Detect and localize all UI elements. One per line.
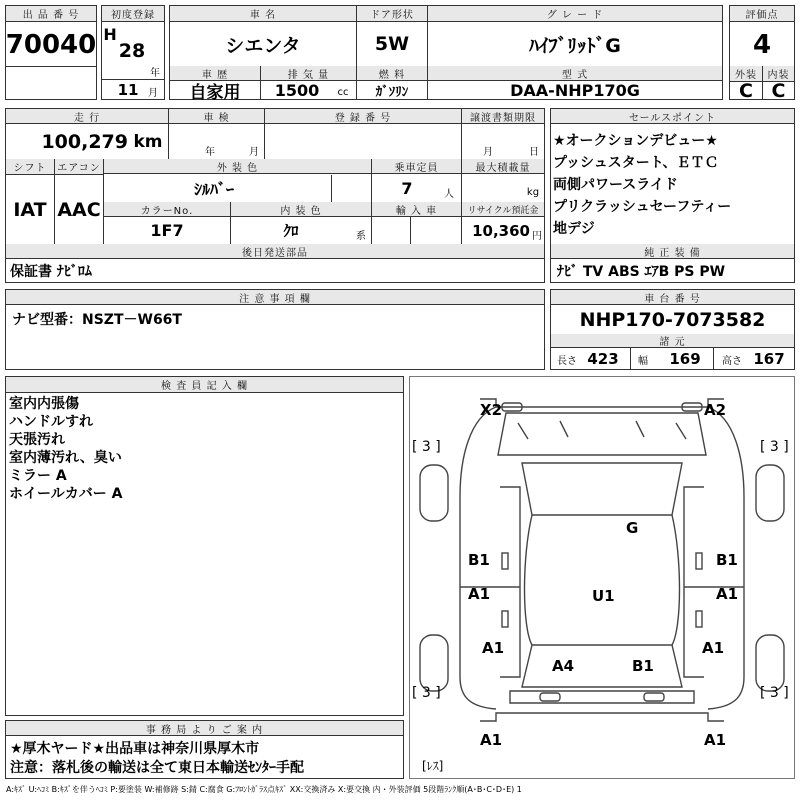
height: 167: [753, 350, 785, 368]
mark-roof: U1: [592, 587, 615, 605]
inspector-note-6: ホイールカバー A: [9, 486, 123, 502]
chassis-number: NHP170-7073582: [579, 308, 766, 331]
notes-label: 注 意 事 項 欄: [6, 290, 544, 305]
score-label: 評価点: [730, 6, 794, 22]
interior-color-unit: 系: [356, 230, 366, 242]
model-label: 型 式: [428, 66, 722, 81]
mark-left-rear-door: A1: [468, 585, 491, 603]
office-line-2: 注意：落札後の輸送は全て東日本輸送ｾﾝﾀｰ手配: [10, 759, 304, 776]
displacement-unit: cc: [337, 86, 349, 98]
mark-front-right: A2: [704, 401, 727, 419]
office-box: [5, 720, 404, 779]
air-conditioner: AAC: [57, 198, 101, 221]
capacity: 7: [401, 179, 413, 198]
later-parts-label: 後日発送部品: [6, 244, 544, 259]
equipment: ﾅﾋﾞ TV ABS ｴｱB PS PW: [557, 264, 726, 280]
fuel: ｶﾞｿﾘﾝ: [375, 85, 409, 100]
first-registration-label: 初度登録: [102, 6, 164, 22]
later-parts: 保証書 ﾅﾋﾞﾛﾑ: [10, 264, 92, 280]
inspector-box: [5, 376, 404, 716]
interior-color-label: 内 装 色: [231, 202, 371, 217]
chassis-box: [550, 289, 795, 370]
width-label: 幅: [638, 355, 648, 367]
grade: ﾊｲﾌﾞﾘｯﾄﾞG: [529, 34, 621, 57]
mark-rear-bumper-right: A1: [704, 731, 727, 749]
recycle-unit: 円: [532, 230, 542, 242]
notes-box: [5, 289, 545, 370]
exterior-grade: C: [739, 79, 753, 102]
mark-left-front-door: B1: [468, 551, 490, 569]
car-diagram: [410, 377, 794, 778]
lot-number: 70040: [5, 30, 97, 60]
capacity-label: 乗車定員: [372, 159, 461, 174]
length-label: 長さ: [557, 355, 577, 367]
sales-point-1: ★オークションデビュー★: [553, 133, 718, 149]
reg-month: 11: [117, 81, 139, 99]
lot-number-box: [5, 5, 97, 100]
exterior-label: 外装: [730, 66, 762, 81]
model-code: DAA-NHP170G: [510, 81, 640, 100]
door-type: 5W: [374, 33, 410, 55]
mark-right-rear-door: A1: [716, 585, 739, 603]
mark-front-left: X2: [480, 401, 503, 419]
chassis-label: 車 台 番 号: [551, 290, 794, 305]
tire-rear-right: [ 3 ]: [760, 685, 789, 701]
first-registration-box: [101, 5, 165, 100]
legend: A:ｷｽﾞ U:ﾍｺﾐ B:ｷｽﾞを伴うﾍｺﾐ P:要塗装 W:補修跡 S:錆 C:腐食 G:ﾌﾛﾝﾄｶﾞﾗｽ点ｷｽﾞ XX:交換済み X:要交換 内・外装評価 5段階ﾗﾝｸ順(A･B･C･D･E) 1: [6, 784, 522, 794]
history-label: 車 歴: [170, 66, 260, 81]
car-name-label: 車 名: [170, 6, 356, 22]
sales-point-2: プッシュスタート、ＥＴＣ: [553, 155, 719, 171]
shift-label: シフト: [6, 159, 54, 174]
displacement: 1500: [274, 81, 320, 100]
height-label: 高さ: [722, 355, 742, 367]
lot-number-label: 出 品 番 号: [6, 6, 96, 22]
inspection-label: 車 検: [169, 109, 264, 124]
mark-windshield: G: [626, 519, 639, 537]
door-label: ドア形状: [357, 6, 427, 22]
equipment-label: 純 正 装 備: [551, 244, 794, 259]
mark-right-rear: A1: [702, 639, 725, 657]
spare-tire: [ﾚｽ]: [422, 759, 444, 773]
recycle-fee: 10,360: [472, 221, 530, 240]
color-no-label: カラーNo.: [104, 202, 230, 217]
interior-grade: C: [771, 79, 786, 102]
office-line-1: ★厚木ヤード★出品車は神奈川県厚木市: [10, 740, 260, 757]
exterior-color: ｼﾙﾊﾞｰ: [193, 180, 234, 199]
length: 423: [587, 350, 619, 368]
vehicle-info-box: [169, 5, 723, 103]
recycle-label: リサイクル預託金: [462, 202, 544, 217]
import-label: 輸 入 車: [372, 202, 461, 217]
reg-month-unit: 月: [148, 87, 158, 99]
office-label: 事 務 局 よ り ご 案 内: [6, 721, 403, 736]
inspector-note-2: ハンドルすれ: [9, 414, 93, 430]
transfer-month-unit: 月: [483, 146, 493, 158]
mark-left-rear: A1: [482, 639, 505, 657]
sales-point-3: 両側パワースライド: [553, 177, 678, 193]
interior-color: ｸﾛ: [283, 222, 299, 240]
mark-right-front-door: B1: [716, 551, 738, 569]
displacement-label: 排 気 量: [261, 66, 356, 81]
width: 169: [669, 350, 701, 368]
inspector-note-3: 天張汚れ: [9, 432, 65, 448]
inspector-note-5: ミラー A: [9, 468, 67, 484]
notes-text: ナビ型番：NSZT－W66T: [12, 312, 182, 328]
score-box: [729, 5, 795, 100]
transfer-deadline-label: 譲渡書類期限: [462, 109, 544, 124]
car-name: シエンタ: [225, 34, 301, 57]
color-number: 1F7: [150, 221, 184, 240]
mileage: 100,279: [41, 130, 128, 153]
mark-rear-bumper-left: A1: [480, 731, 503, 749]
reg-number-label: 登 録 番 号: [265, 109, 461, 124]
color-label: 外 装 色: [104, 159, 371, 174]
shift: IAT: [13, 198, 47, 221]
tire-rear-left: [ 3 ]: [412, 685, 441, 701]
transfer-day-unit: 日: [529, 146, 539, 158]
mileage-unit: km: [133, 131, 163, 152]
mark-rear-right-panel: B1: [632, 657, 654, 675]
sales-point-4: プリクラッシュセーフティー: [553, 199, 732, 215]
history: 自家用: [189, 83, 241, 103]
inspector-label: 検 査 員 記 入 欄: [6, 377, 403, 393]
tire-front-right: [ 3 ]: [760, 439, 789, 455]
inspector-note-1: 室内内張傷: [9, 396, 79, 412]
mileage-label: 走 行: [6, 109, 168, 124]
sales-point-5: 地デジ: [553, 221, 595, 237]
max-load-label: 最大積載量: [462, 159, 544, 174]
capacity-unit: 人: [444, 188, 454, 200]
sales-points-box: [550, 108, 795, 283]
tire-front-left: [ 3 ]: [412, 439, 441, 455]
spec-box: [5, 108, 545, 283]
ac-label: エアコン: [55, 159, 103, 174]
reg-year: 28: [118, 40, 146, 62]
fuel-label: 燃 料: [357, 66, 427, 81]
inspection-month-unit: 月: [249, 146, 259, 158]
mark-rear-left-panel: A4: [552, 657, 575, 675]
grade-label: グ レ ー ド: [428, 6, 722, 22]
interior-label: 内装: [763, 66, 794, 81]
inspection-year-unit: 年: [205, 146, 215, 158]
score: 4: [752, 30, 772, 60]
max-load-unit: kg: [526, 186, 540, 198]
reg-year-unit: 年: [150, 67, 160, 79]
spec-label: 諸 元: [551, 334, 794, 348]
sales-points-label: セールスポイント: [551, 109, 794, 124]
damage-diagram-box: [409, 376, 795, 779]
inspector-note-4: 室内薄汚れ、臭い: [9, 450, 122, 466]
era: H: [103, 24, 117, 44]
